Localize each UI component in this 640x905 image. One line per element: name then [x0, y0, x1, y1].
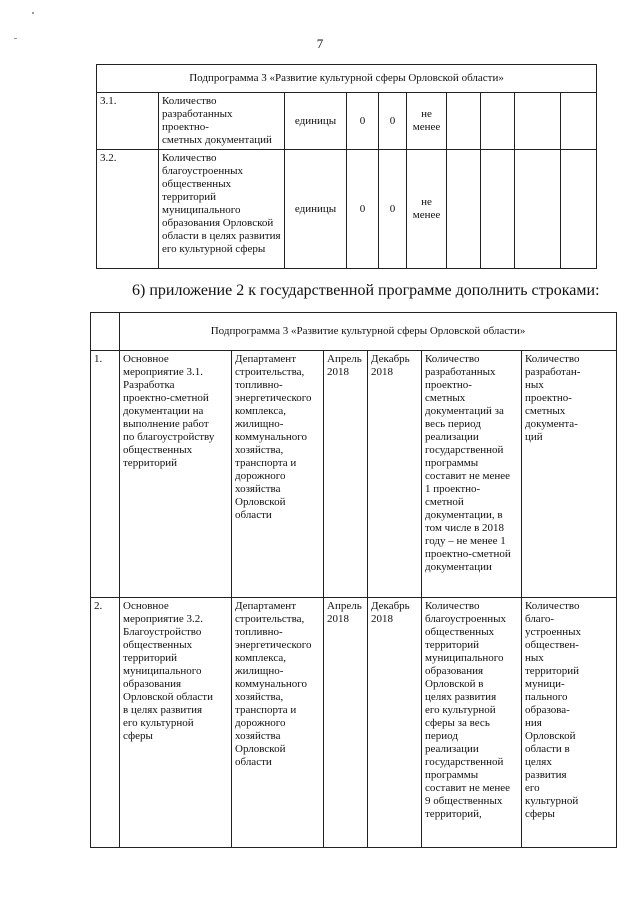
value-cell: не менее [407, 150, 447, 269]
executor-cell: Департамент строительства, топливно- энергетического комплекса, жилищно- коммунального хозяйства, транспорта и дорожного хозяйства Орловской области [232, 598, 324, 848]
empty-cell [481, 93, 515, 150]
event-cell: Основное мероприятие 3.1. Разработка проектно-сметной документации на выполнение работ по благоустройству общественных территорий [120, 351, 232, 598]
empty-cell [447, 150, 481, 269]
amendment-paragraph: 6) приложение 2 к государственной программе дополнить строками: [132, 282, 600, 299]
indicator-name: Количество разработанных проектно- сметных документаций [159, 93, 285, 150]
result-cell: Количество благоустроенных общественных территорий муниципального образования Орловской в целях развития его культурной сферы за весь период реализации государственной программы составит не менее 9 общественных территорий, [422, 598, 522, 848]
empty-cell [561, 150, 597, 269]
activities-table [90, 312, 617, 848]
table2-subprogram-header: Подпрограмма 3 «Развитие культурной сферы Орловской области» [120, 313, 617, 351]
row-number: 2. [91, 598, 120, 848]
row-number: 1. [91, 351, 120, 598]
indicators-table [96, 64, 597, 269]
empty-cell [91, 313, 120, 351]
empty-cell [515, 150, 561, 269]
row-number: 3.1. [97, 93, 159, 150]
result-cell: Количество разработанных проектно- сметных документаций за весь период реализации государственной программы составит не менее 1 проектно- сметной документации, в том числе в 2018 году – не менее 1 проектно-сметной документации [422, 351, 522, 598]
value-cell: 0 [347, 150, 379, 269]
start-date-cell: Апрель 2018 [324, 598, 368, 848]
indicator-name: Количество благоустроенных общественных территорий муниципального образования Орловской области в целях развития его культурной сферы [159, 150, 285, 269]
empty-cell [561, 93, 597, 150]
indicator-cell: Количество разработан- ных проектно- сметных документа- ций [522, 351, 617, 598]
scan-speck [32, 12, 34, 14]
table-row [91, 598, 617, 848]
page-number: 7 [316, 36, 324, 51]
table-row [91, 351, 617, 598]
value-cell: 0 [379, 150, 407, 269]
indicator-cell: Количество благо- устроенных обществен- ных территорий муници- пального образова- ния Орловской области в целях развития его культурной сферы [522, 598, 617, 848]
end-date-cell: Декабрь 2018 [368, 598, 422, 848]
row-number: 3.2. [97, 150, 159, 269]
empty-cell [447, 93, 481, 150]
value-cell: не менее [407, 93, 447, 150]
start-date-cell: Апрель 2018 [324, 351, 368, 598]
table-row [97, 150, 597, 269]
empty-cell [515, 93, 561, 150]
scan-speck [14, 38, 17, 39]
event-cell: Основное мероприятие 3.2. Благоустройство общественных территорий муниципального образования Орловской области в целях развития его культурной сферы [120, 598, 232, 848]
table1-subprogram-header: Подпрограмма 3 «Развитие культурной сферы Орловской области» [97, 65, 597, 93]
table-row [97, 93, 597, 150]
empty-cell [481, 150, 515, 269]
executor-cell: Департамент строительства, топливно- энергетического комплекса, жилищно- коммунального хозяйства, транспорта и дорожного хозяйства Орловской области [232, 351, 324, 598]
unit-cell: единицы [285, 93, 347, 150]
unit-cell: единицы [285, 150, 347, 269]
value-cell: 0 [347, 93, 379, 150]
end-date-cell: Декабрь 2018 [368, 351, 422, 598]
value-cell: 0 [379, 93, 407, 150]
